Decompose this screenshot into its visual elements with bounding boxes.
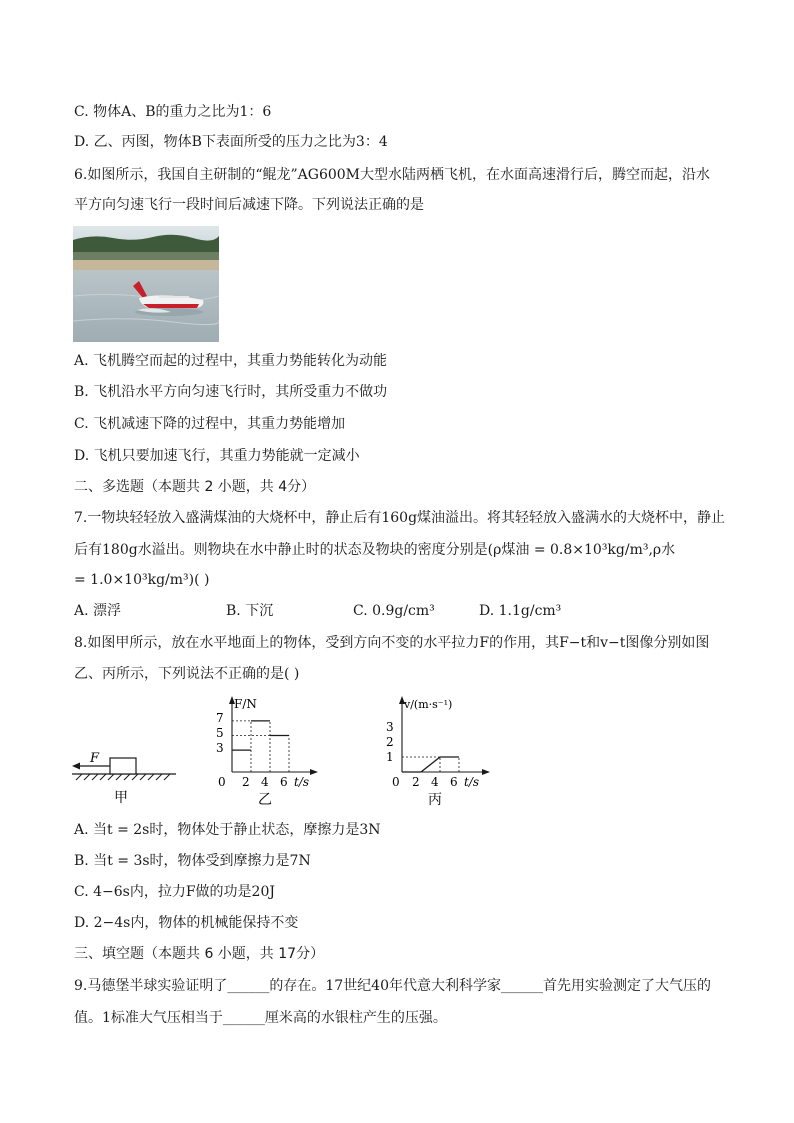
figure-bing-label: 丙: [428, 792, 442, 808]
figure-jia-label: 甲: [114, 790, 128, 806]
x-tick-label: 4: [431, 775, 439, 789]
x-tick-label: 0: [218, 775, 226, 789]
x-axis-label: t/s: [464, 775, 480, 789]
y-axis-label: v/(m·s⁻¹): [404, 698, 453, 711]
x-tick-label: 6: [450, 775, 458, 789]
y-axis-label: F/N: [234, 697, 257, 711]
q8-option-d: D. 2−4s内，物体的机械能保持不变: [74, 915, 299, 931]
q9-stem-line2: 值。1标准大气压相当于______厘米高的水银柱产生的压强。: [74, 1010, 447, 1026]
y-tick-label: 1: [386, 750, 394, 764]
y-tick-label: 7: [216, 711, 224, 725]
y-tick-label: 2: [386, 735, 394, 749]
q6-option-a: A. 飞机腾空而起的过程中，其重力势能转化为动能: [74, 353, 388, 369]
x-axis-label: t/s: [294, 775, 310, 789]
q8-stem-line1: 8.如图甲所示，放在水平地面上的物体，受到方向不变的水平拉力F的作用，其F−t和v−t图像分别如图: [74, 635, 710, 651]
q8-option-a: A. 当t = 2s时，物体处于静止状态，摩擦力是3N: [74, 822, 381, 838]
q7-option-d: D. 1.1g/cm³: [479, 603, 562, 619]
x-tick-label: 6: [280, 775, 288, 789]
x-tick-label: 2: [412, 775, 420, 789]
q7-stem-line1: 7.一物块轻轻放入盛满煤油的大烧杯中，静止后有160g煤油溢出。将其轻轻放入盛满水的大烧杯中，静止: [74, 510, 726, 526]
q8-stem-line2: 乙、丙所示，下列说法不正确的是( ): [74, 666, 300, 682]
velocity-segment: [421, 757, 440, 772]
seaplane-photo: [73, 226, 219, 342]
figure-yi-label: 乙: [258, 792, 272, 808]
x-axis-arrow: [310, 769, 318, 775]
y-tick-label: 3: [216, 741, 224, 755]
figure-yi-chart: [210, 694, 320, 810]
seaplane-illustration: [73, 226, 219, 342]
block: [110, 758, 136, 774]
section-fill-in: 三、填空题（本题共 6 小题，共 17分）: [74, 946, 325, 962]
y-tick-label: 3: [386, 720, 394, 734]
q6-option-b: B. 飞机沿水平方向匀速飞行时，其所受重力不做功: [74, 384, 388, 400]
force-label: F: [90, 751, 100, 766]
q6-option-d: D. 飞机只要加速飞行，其重力势能就一定减小: [74, 448, 360, 464]
force-arrowhead: [72, 763, 80, 770]
q7-stem-line3: = 1.0×10³kg/m³)( ): [74, 572, 210, 588]
q7-stem-line2: 后有180g水溢出。则物块在水中静止时的状态及物块的密度分别是(ρ煤油 = 0.8×10³kg/m³,ρ水: [74, 542, 676, 558]
q6-stem-line2: 平方向匀速飞行一段时间后减速下降。下列说法正确的是: [74, 197, 424, 213]
x-tick-label: 0: [392, 775, 400, 789]
q6-stem-line1: 6.如图所示，我国自主研制的“鲲龙”AG600M大型水陆两栖飞机，在水面高速滑行后，腾空而起，沿水: [74, 167, 711, 183]
q8-option-c: C. 4−6s内，拉力F做的功是20J: [74, 884, 275, 900]
ground-hatching: [76, 774, 170, 780]
q6-option-c: C. 飞机减速下降的过程中，其重力势能增加: [74, 416, 346, 432]
y-tick-label: 5: [216, 726, 224, 740]
q7-option-a: A. 漂浮: [74, 603, 122, 619]
q5-option-c: C. 物体A、B的重力之比为1：6: [74, 104, 272, 120]
x-tick-label: 4: [261, 775, 269, 789]
x-tick-label: 2: [242, 775, 250, 789]
q8-option-b: B. 当t = 3s时，物体受到摩擦力是7N: [74, 853, 311, 869]
q9-stem-line1: 9.马德堡半球实验证明了______的存在。17世纪40年代意大利科学家______首先用实验测定了大气压的: [74, 978, 711, 994]
q7-option-c: C. 0.9g/cm³: [353, 603, 435, 619]
figure-jia: [68, 740, 180, 810]
q5-option-d: D. 乙、丙图，物体B下表面所受的压力之比为3：4: [74, 134, 388, 150]
section-multiple-choice: 二、多选题（本题共 2 小题，共 4分）: [74, 479, 316, 495]
x-axis-arrow: [482, 769, 490, 775]
figure-bing-chart: [380, 694, 496, 810]
q7-option-b: B. 下沉: [226, 603, 274, 619]
